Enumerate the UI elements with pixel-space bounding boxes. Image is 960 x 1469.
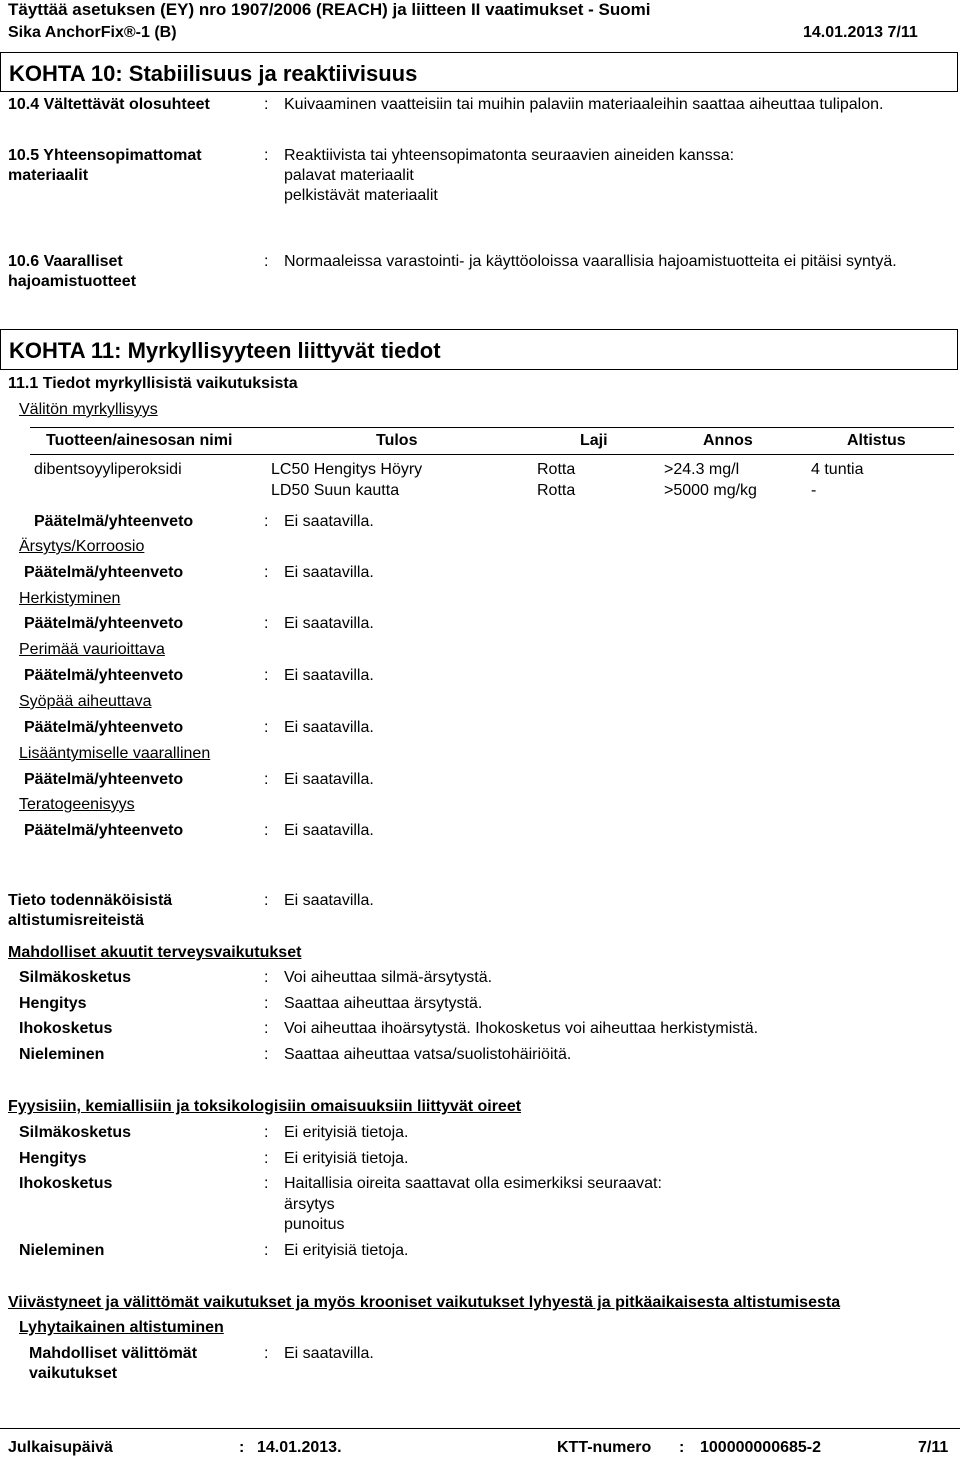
col-header-exposure: Altistus xyxy=(847,432,906,449)
delayed-effects-heading: Viivästyneet ja välittömät vaikutukset ja myös krooniset vaikutukset lyhyestä ja pitkäaikaisesta altistumisesta xyxy=(8,1294,841,1311)
acute-toxicity-heading: Välitön myrkyllisyys xyxy=(19,401,158,418)
conclusion-value: Ei saatavilla. xyxy=(284,513,374,530)
possible-effects-value: Ei saatavilla. xyxy=(284,1345,374,1362)
acute-effect-value: Saattaa aiheuttaa ärsytystä. xyxy=(284,995,483,1012)
colon: : xyxy=(264,995,269,1012)
colon: : xyxy=(264,667,269,684)
acute-effect-label: Nieleminen xyxy=(19,1046,105,1063)
colon: : xyxy=(264,1175,269,1192)
colon: : xyxy=(264,969,269,986)
section-11-band xyxy=(0,329,958,370)
category-carcinogenicity: Syöpää aiheuttava xyxy=(19,693,152,710)
table-cell-result: LC50 Hengitys Höyry xyxy=(271,461,423,478)
colon: : xyxy=(264,1345,269,1362)
colon: : xyxy=(264,771,269,788)
category-irritation: Ärsytys/Korroosio xyxy=(19,538,145,555)
label-10-5-line2: materiaalit xyxy=(8,167,89,184)
colon: : xyxy=(264,1242,269,1259)
product-name: Sika AnchorFix®-1 (B) xyxy=(8,24,177,41)
table-cell-exposure: 4 tuntia xyxy=(811,461,864,478)
footer-release-label: Julkaisupäivä xyxy=(8,1439,113,1456)
col-header-species: Laji xyxy=(580,432,608,449)
conclusion-value: Ei saatavilla. xyxy=(284,615,374,632)
label-10-6-line2: hajoamistuotteet xyxy=(8,273,137,290)
label-10-6-line1: 10.6 Vaaralliset xyxy=(8,253,123,270)
conclusion-value: Ei saatavilla. xyxy=(284,771,374,788)
conclusion-label: Päätelmä/yhteenveto xyxy=(24,667,184,684)
table-cell-exposure: - xyxy=(811,482,817,499)
colon: : xyxy=(264,1046,269,1063)
col-header-name: Tuotteen/ainesosan nimi xyxy=(46,432,233,449)
footer-ktt-value: 100000000685-2 xyxy=(700,1439,822,1456)
acute-effect-value: Voi aiheuttaa silmä-ärsytystä. xyxy=(284,969,493,986)
acute-effects-heading: Mahdolliset akuutit terveysvaikutukset xyxy=(8,944,302,961)
conclusion-label: Päätelmä/yhteenveto xyxy=(24,615,184,632)
label-10-4: 10.4 Vältettävät olosuhteet xyxy=(8,96,210,113)
colon: : xyxy=(264,615,269,632)
acute-effect-label: Silmäkosketus xyxy=(19,969,132,986)
footer-ktt-label: KTT-numero xyxy=(557,1439,652,1456)
acute-effect-value: Saattaa aiheuttaa vatsa/suolistohäiriöitä. xyxy=(284,1046,572,1063)
table-cell-result: LD50 Suun kautta xyxy=(271,482,400,499)
conclusion-label: Päätelmä/yhteenveto xyxy=(24,564,184,581)
symptom-value: Haitallisia oireita saattavat olla esimerkiksi seuraavat: xyxy=(284,1175,662,1192)
exposure-routes-label-line1: Tieto todennäköisistä xyxy=(8,892,173,909)
table-cell-dose: >24.3 mg/l xyxy=(664,461,740,478)
colon: : xyxy=(239,1439,245,1456)
footer-divider xyxy=(0,1428,960,1429)
value-10-5-line1: Reaktiivista tai yhteensopimatonta seuraavien aineiden kanssa: xyxy=(284,147,735,164)
acute-effect-value: Voi aiheuttaa ihoärsytystä. Ihokosketus voi aiheuttaa herkistymistä. xyxy=(284,1020,759,1037)
colon: : xyxy=(264,719,269,736)
symptom-value: punoitus xyxy=(284,1216,345,1233)
table-cell-species: Rotta xyxy=(537,461,576,478)
symptom-value: Ei erityisiä tietoja. xyxy=(284,1150,409,1167)
colon: : xyxy=(264,1124,269,1141)
col-header-dose: Annos xyxy=(703,432,753,449)
table-cell-dose: >5000 mg/kg xyxy=(664,482,757,499)
conclusion-label: Päätelmä/yhteenveto xyxy=(24,822,184,839)
section-11-title: KOHTA 11: Myrkyllisyyteen liittyvät tiedot xyxy=(9,338,441,363)
symptom-label: Hengitys xyxy=(19,1150,87,1167)
possible-effects-label-line1: Mahdolliset välittömät xyxy=(29,1345,198,1362)
colon: : xyxy=(264,564,269,581)
colon: : xyxy=(264,253,269,270)
table-cell-species: Rotta xyxy=(537,482,576,499)
value-10-4: Kuivaaminen vaatteisiin tai muihin palaviin materiaaleihin saattaa aiheuttaa tulipalon. xyxy=(284,96,884,113)
subsection-11-1: 11.1 Tiedot myrkyllisistä vaikutuksista xyxy=(8,375,298,392)
conclusion-value: Ei saatavilla. xyxy=(284,822,374,839)
conclusion-label: Päätelmä/yhteenveto xyxy=(24,719,184,736)
colon: : xyxy=(264,147,269,164)
value-10-5-line2: palavat materiaalit xyxy=(284,167,414,184)
footer-page-number: 7/11 xyxy=(918,1439,949,1456)
value-10-5-line3: pelkistävät materiaalit xyxy=(284,187,438,204)
conclusion-value: Ei saatavilla. xyxy=(284,667,374,684)
section-10-band xyxy=(0,52,958,92)
acute-effect-label: Hengitys xyxy=(19,995,87,1012)
symptom-label: Nieleminen xyxy=(19,1242,105,1259)
colon: : xyxy=(264,822,269,839)
colon: : xyxy=(264,1150,269,1167)
footer-release-value: 14.01.2013. xyxy=(257,1439,342,1456)
toxicity-table-header xyxy=(30,427,954,455)
document-title: Täyttää asetuksen (EY) nro 1907/2006 (REACH) ja liitteen II vaatimukset - Suomi xyxy=(8,0,651,19)
symptom-value: Ei erityisiä tietoja. xyxy=(284,1242,409,1259)
colon: : xyxy=(264,892,269,909)
conclusion-label: Päätelmä/yhteenveto xyxy=(24,771,184,788)
colon: : xyxy=(264,96,269,113)
category-mutagenicity: Perimää vaurioittava xyxy=(19,641,165,658)
category-teratogenicity: Teratogeenisyys xyxy=(19,796,135,813)
symptom-label: Silmäkosketus xyxy=(19,1124,132,1141)
symptoms-heading: Fyysisiin, kemiallisiin ja toksikologisiin omaisuuksiin liittyvät oireet xyxy=(8,1098,522,1115)
colon: : xyxy=(264,1020,269,1037)
acute-effect-label: Ihokosketus xyxy=(19,1020,113,1037)
header-date-page: 14.01.2013 7/11 xyxy=(803,24,918,41)
exposure-routes-value: Ei saatavilla. xyxy=(284,892,374,909)
label-10-5-line1: 10.5 Yhteensopimattomat xyxy=(8,147,202,164)
possible-effects-label-line2: vaikutukset xyxy=(29,1365,118,1382)
category-sensitisation: Herkistyminen xyxy=(19,590,121,607)
category-reproductive-toxicity: Lisääntymiselle vaarallinen xyxy=(19,745,211,762)
conclusion-label: Päätelmä/yhteenveto xyxy=(34,513,194,530)
symptom-value: Ei erityisiä tietoja. xyxy=(284,1124,409,1141)
colon: : xyxy=(264,513,269,530)
short-term-exposure-heading: Lyhytaikainen altistuminen xyxy=(19,1319,224,1336)
symptom-label: Ihokosketus xyxy=(19,1175,113,1192)
conclusion-value: Ei saatavilla. xyxy=(284,719,374,736)
colon: : xyxy=(679,1439,685,1456)
exposure-routes-label-line2: altistumisreiteistä xyxy=(8,912,145,929)
table-cell-substance: dibentsoyyliperoksidi xyxy=(34,461,182,478)
value-10-6: Normaaleissa varastointi- ja käyttöoloissa vaarallisia hajoamistuotteita ei pitäisi syntyä. xyxy=(284,253,897,270)
symptom-value: ärsytys xyxy=(284,1196,335,1213)
col-header-result: Tulos xyxy=(376,432,418,449)
section-10-title: KOHTA 10: Stabiilisuus ja reaktiivisuus xyxy=(9,61,418,86)
conclusion-value: Ei saatavilla. xyxy=(284,564,374,581)
